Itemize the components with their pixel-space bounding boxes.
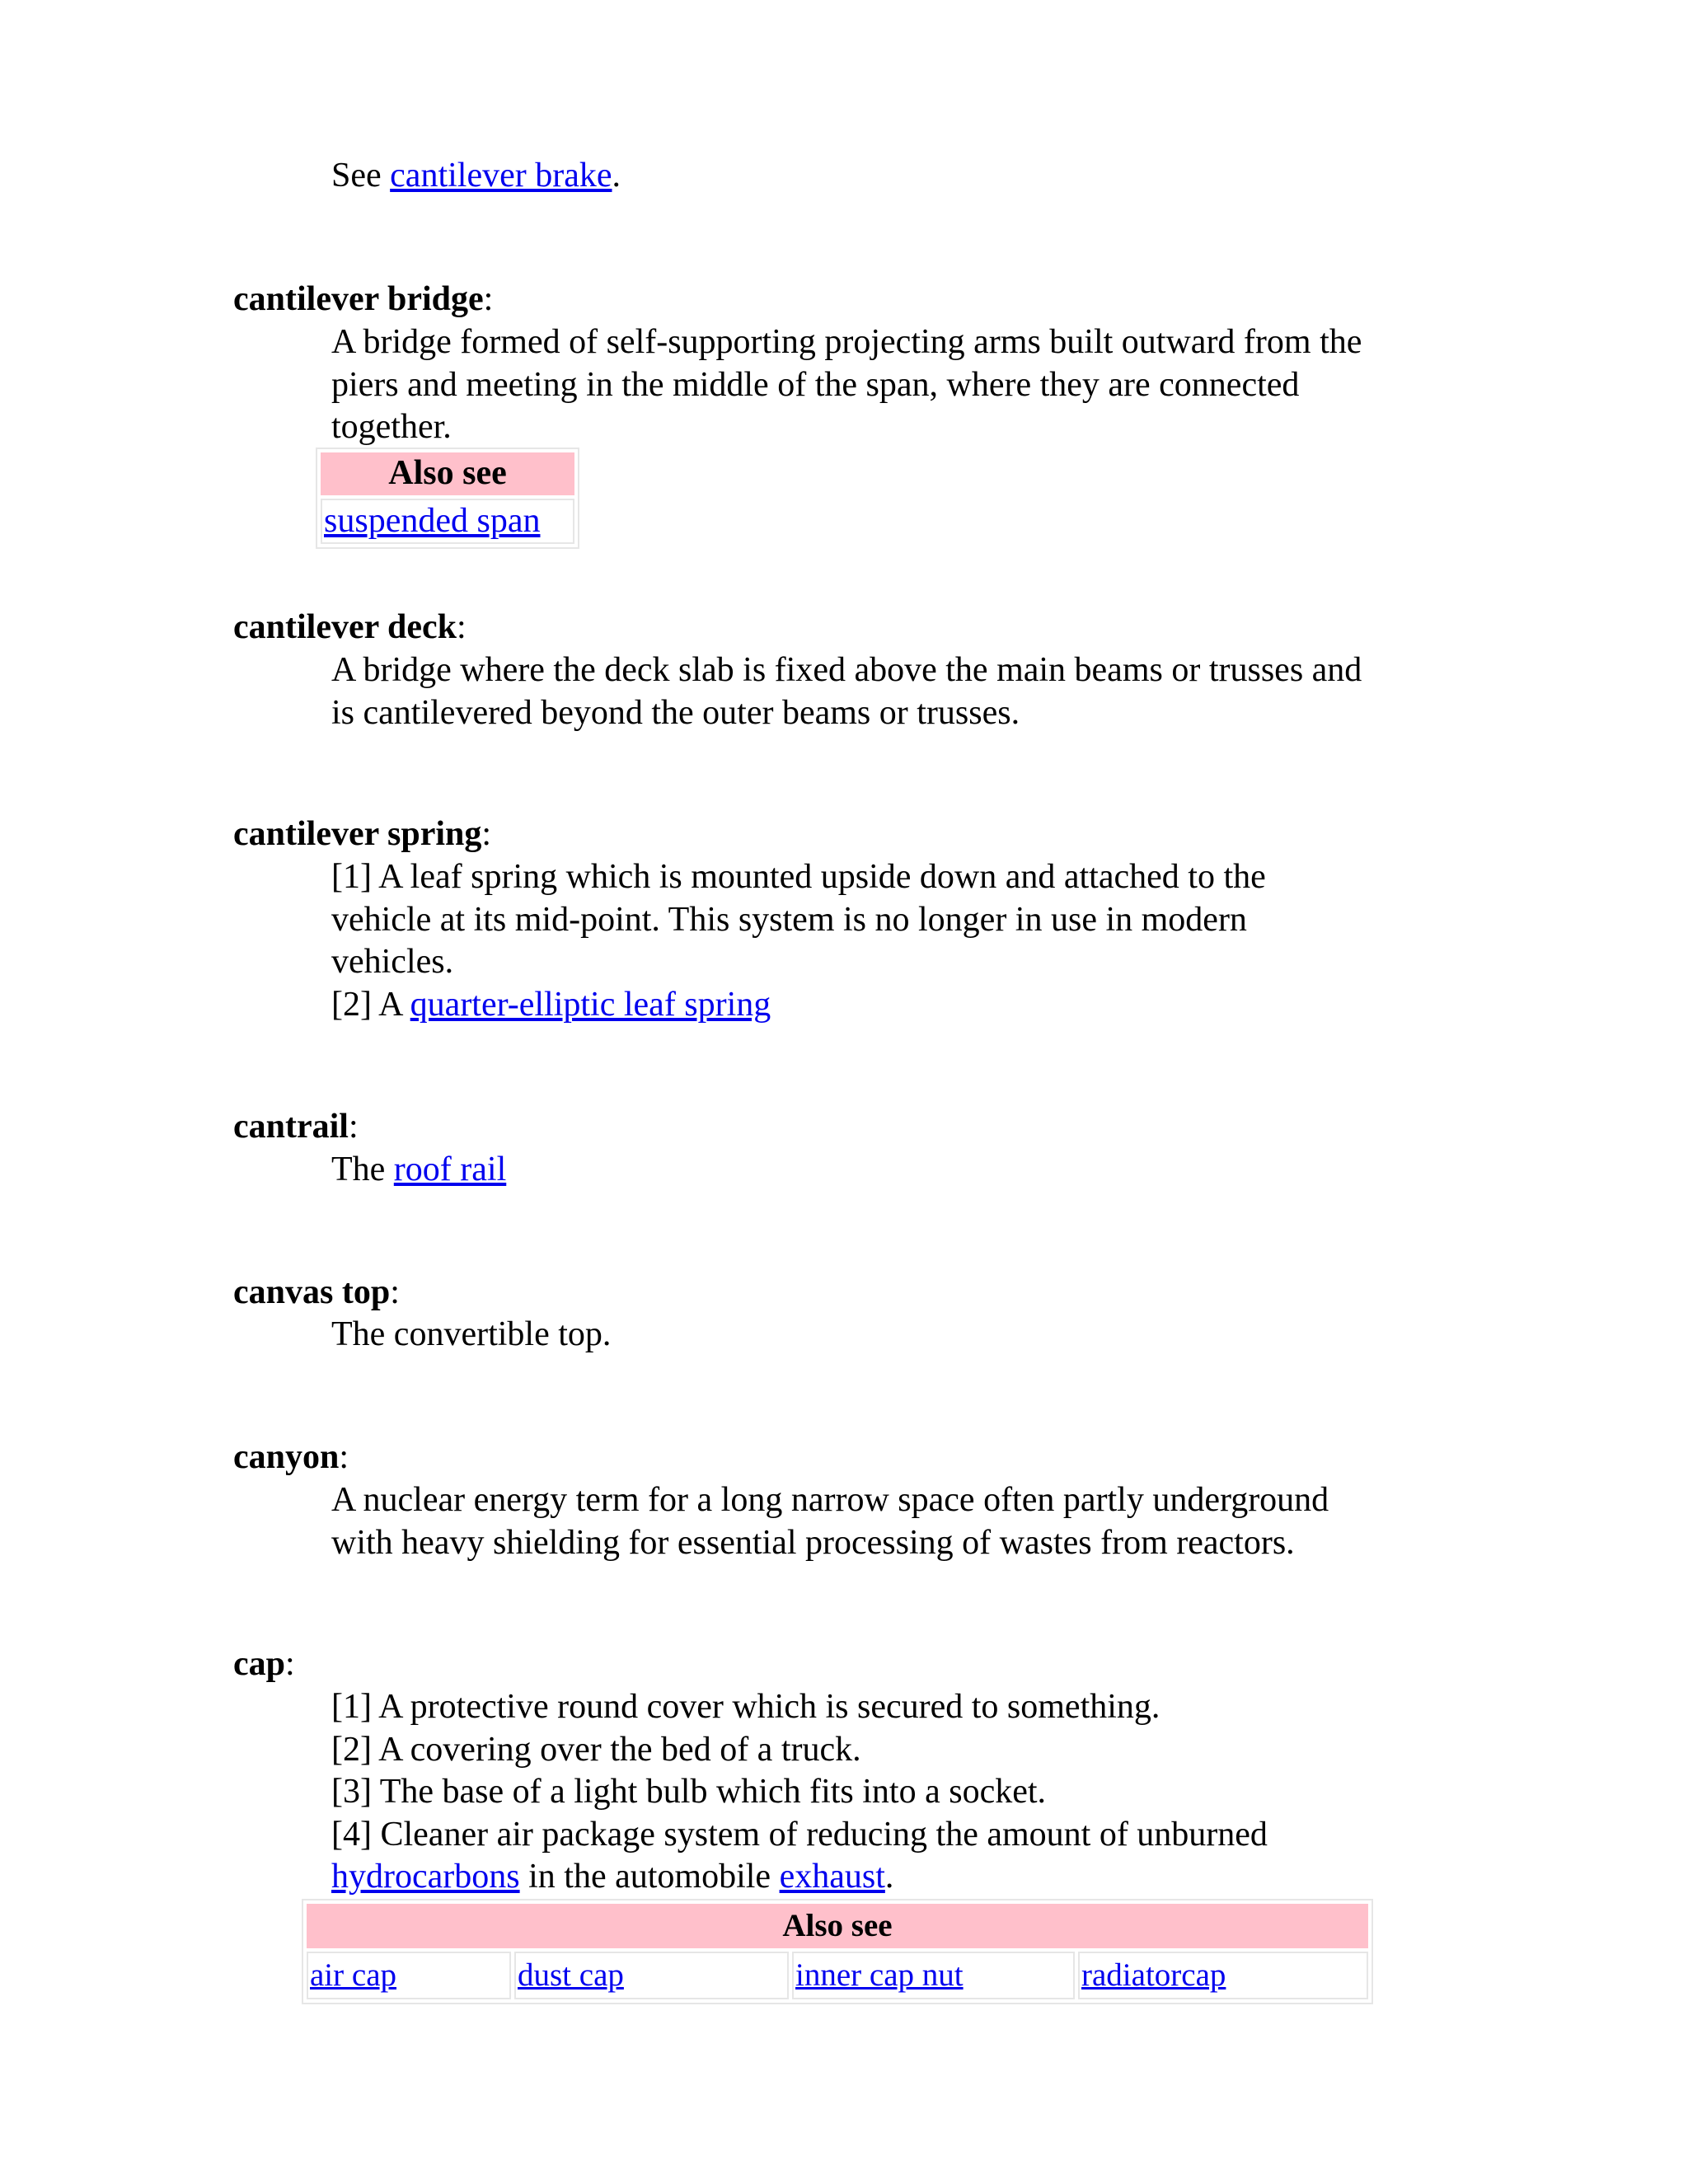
def-canyon bbox=[331, 1479, 1452, 1564]
also-see-cell bbox=[1078, 1952, 1368, 1999]
also-see-cell bbox=[514, 1952, 789, 1999]
term-cantilever-bridge bbox=[233, 279, 493, 321]
def-line: [2] A covering over the bed of a truck. bbox=[331, 1730, 861, 1769]
term-title: cap bbox=[233, 1645, 285, 1683]
link-radiatorcap[interactable]: radiatorcap bbox=[1081, 1957, 1226, 1993]
term-colon: : bbox=[457, 608, 467, 646]
also-see-cell bbox=[307, 1952, 511, 1999]
term-title: cantrail bbox=[233, 1108, 349, 1146]
link-quarter-elliptic-leaf-spring[interactable]: quarter-elliptic leaf spring bbox=[410, 985, 771, 1024]
term-title: cantilever bridge bbox=[233, 280, 484, 318]
link-hydrocarbons[interactable]: hydrocarbons bbox=[331, 1858, 520, 1896]
also-see-table-bridge bbox=[316, 448, 579, 549]
def-line: piers and meeting in the middle of the span, where they are connected bbox=[331, 365, 1300, 404]
term-title: cantilever spring bbox=[233, 815, 482, 853]
link-inner-cap-nut[interactable]: inner cap nut bbox=[795, 1957, 964, 1993]
see-reference bbox=[331, 155, 1452, 198]
term-title: canvas top bbox=[233, 1273, 391, 1311]
def-suffix: . bbox=[884, 1858, 894, 1896]
def-cantilever-deck bbox=[331, 649, 1452, 734]
term-canvas-top bbox=[233, 1272, 400, 1315]
def-prefix: The bbox=[331, 1151, 386, 1188]
term-cantrail bbox=[233, 1106, 359, 1149]
def-cantilever-bridge bbox=[331, 321, 1452, 449]
def-line: [4] Cleaner air package system of reducing the amount of unburned bbox=[331, 1815, 1268, 1854]
term-cantilever-spring bbox=[233, 813, 491, 856]
link-dust-cap[interactable]: dust cap bbox=[518, 1957, 624, 1993]
term-colon: : bbox=[348, 1108, 359, 1146]
def-line bbox=[331, 1856, 1452, 1899]
see-suffix: . bbox=[612, 157, 621, 194]
def-line: together. bbox=[331, 408, 452, 446]
def-line: A bridge formed of self-supporting projecting arms built outward from the bbox=[331, 323, 1362, 361]
def-line: [1] A leaf spring which is mounted upside down and attached to the bbox=[331, 858, 1266, 896]
term-cantilever-deck bbox=[233, 607, 467, 649]
def-cantrail bbox=[331, 1149, 1452, 1192]
def-mid-text: in the automobile bbox=[519, 1858, 780, 1896]
def-line: A nuclear energy term for a long narrow space often partly underground bbox=[331, 1481, 1329, 1519]
def-cantilever-spring bbox=[331, 856, 1452, 1026]
def-line: [1] A protective round cover which is secured to something. bbox=[331, 1688, 1160, 1726]
term-colon: : bbox=[390, 1273, 400, 1311]
def-line: is cantilevered beyond the outer beams or trusses. bbox=[331, 693, 1020, 732]
link-roof-rail[interactable]: roof rail bbox=[393, 1151, 507, 1188]
def-line: A bridge where the deck slab is fixed above the main beams or trusses and bbox=[331, 651, 1362, 689]
def-line: vehicle at its mid-point. This system is no longer in use in modern bbox=[331, 900, 1247, 939]
def-cap bbox=[331, 1686, 1452, 1899]
def-line bbox=[331, 984, 1452, 1027]
def-line: with heavy shielding for essential processing of wastes from reactors. bbox=[331, 1523, 1295, 1562]
also-see-table-cap bbox=[302, 1899, 1373, 2004]
also-see-cell bbox=[321, 499, 574, 545]
def-line: [3] The base of a light bulb which fits into a socket. bbox=[331, 1773, 1047, 1811]
also-see-header: Also see bbox=[307, 1904, 1368, 1948]
def2-prefix: [2] A bbox=[331, 985, 402, 1024]
term-cap bbox=[233, 1643, 295, 1686]
link-air-cap[interactable]: air cap bbox=[310, 1957, 397, 1993]
term-title: cantilever deck bbox=[233, 608, 457, 646]
term-colon: : bbox=[339, 1438, 349, 1476]
link-cantilever-brake[interactable]: cantilever brake bbox=[390, 157, 612, 194]
link-suspended-span[interactable]: suspended span bbox=[324, 501, 541, 540]
see-prefix: See bbox=[331, 157, 382, 194]
also-see-header: Also see bbox=[321, 452, 574, 495]
def-line: vehicles. bbox=[331, 943, 454, 981]
def-canvas-top bbox=[331, 1314, 1452, 1357]
term-colon: : bbox=[483, 280, 494, 318]
term-colon: : bbox=[285, 1645, 295, 1683]
also-see-cell bbox=[792, 1952, 1075, 1999]
link-exhaust[interactable]: exhaust bbox=[779, 1858, 885, 1896]
term-canyon bbox=[233, 1436, 349, 1479]
term-colon: : bbox=[481, 815, 492, 853]
def-line: The convertible top. bbox=[331, 1315, 612, 1353]
term-title: canyon bbox=[233, 1438, 340, 1476]
